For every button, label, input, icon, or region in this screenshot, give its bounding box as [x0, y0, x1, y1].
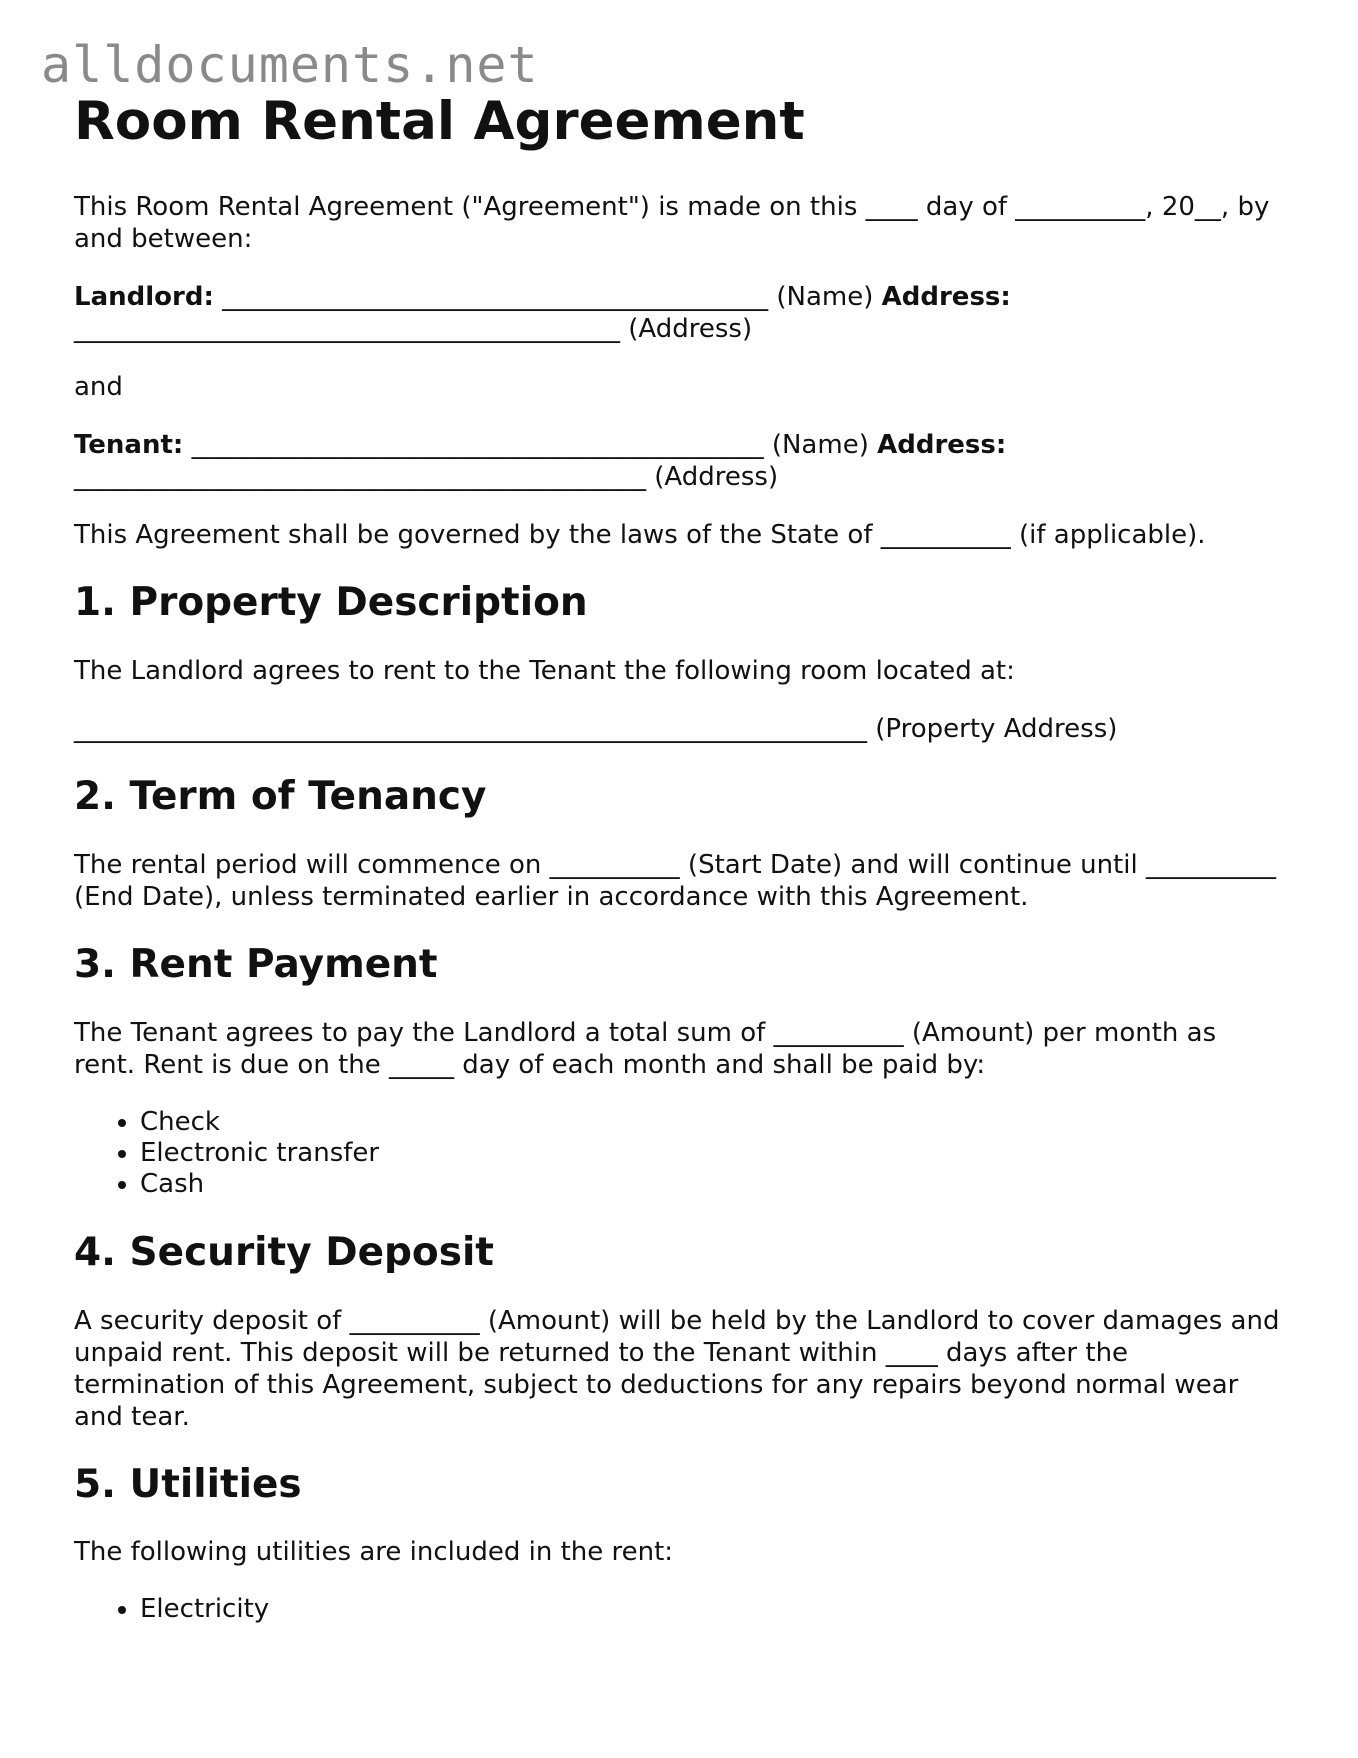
tenant-address-line: ____________________________________________ (Address) [74, 461, 779, 492]
document-page [74, 92, 1284, 1657]
section-heading-property: 1. Property Description [74, 579, 588, 625]
property-address-line: _____________________________________________________________ (Property Address) [74, 713, 1118, 744]
section-heading-utilities: 5. Utilities [74, 1461, 302, 1507]
list-item: • Check [140, 1107, 1284, 1138]
tenant-block [74, 429, 1284, 493]
landlord-block [74, 281, 1284, 345]
landlord-name-line: __________________________________________ (Name) [222, 281, 874, 312]
section-heading-rent: 3. Rent Payment [74, 941, 438, 987]
list-item: • Electricity [140, 1594, 1284, 1625]
and-text: and [74, 371, 123, 402]
tenant-label: Tenant: [74, 429, 184, 460]
utilities-list [74, 1594, 1284, 1625]
governing-law-paragraph: This Agreement shall be governed by the laws of the State of __________ (if applicable). [74, 519, 1206, 550]
landlord-address-line: __________________________________________ (Address) [74, 313, 753, 344]
document-title: Room Rental Agreement [74, 91, 805, 152]
deposit-paragraph: A security deposit of __________ (Amount) will be held by the Landlord to cover damages and unpaid rent. This deposit will be returned to the Tenant within ____ days after the termination of this Agreement, subject to deductions for any repairs beyond normal wear and tear. [74, 1305, 1280, 1432]
watermark: alldocuments.net [41, 36, 539, 94]
section-heading-deposit: 4. Security Deposit [74, 1229, 494, 1275]
rent-paragraph: The Tenant agrees to pay the Landlord a total sum of __________ (Amount) per month as rent. Rent is due on the _____ day of each month and shall be paid by: [74, 1017, 1217, 1080]
intro-paragraph: This Room Rental Agreement ("Agreement") is made on this ____ day of __________, 20__, by and between: [74, 191, 1270, 254]
property-paragraph: The Landlord agrees to rent to the Tenant the following room located at: [74, 655, 1015, 686]
landlord-address-label: Address: [881, 281, 1011, 312]
term-paragraph: The rental period will commence on __________ (Start Date) and will continue until __________ (End Date), unless terminated earlier in accordance with this Agreement. [74, 849, 1276, 912]
tenant-address-label: Address: [877, 429, 1007, 460]
tenant-name-line: ____________________________________________ (Name) [191, 429, 869, 460]
landlord-label: Landlord: [74, 281, 214, 312]
section-heading-term: 2. Term of Tenancy [74, 773, 487, 819]
payment-methods-list [74, 1107, 1284, 1200]
list-item: • Cash [140, 1169, 1284, 1200]
list-item: • Electronic transfer [140, 1138, 1284, 1169]
utilities-paragraph: The following utilities are included in the rent: [74, 1537, 674, 1568]
